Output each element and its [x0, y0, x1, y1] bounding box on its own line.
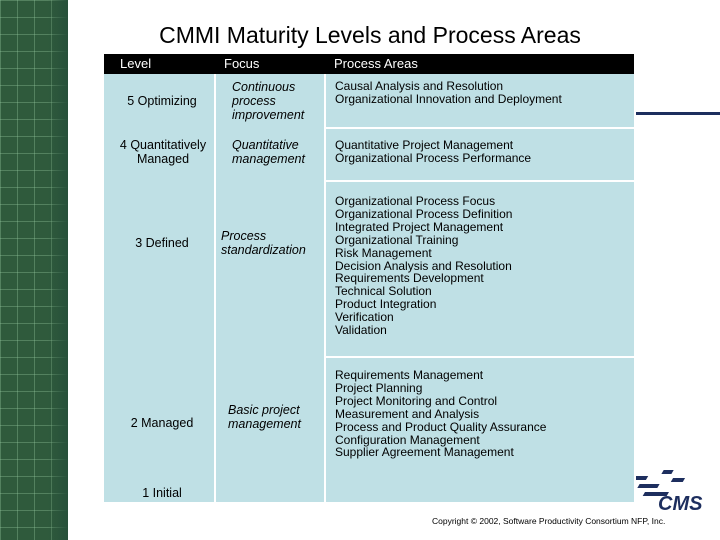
row-divider — [326, 180, 634, 182]
focus-2: Basic project management — [228, 403, 301, 431]
focus-5: Continuous process improvement — [232, 80, 305, 122]
cms-logo-icon — [636, 466, 720, 518]
decorative-grid-strip — [0, 0, 68, 540]
svg-text:CMS: CMS — [658, 493, 703, 515]
table-header — [104, 54, 634, 74]
header-process-areas: Process Areas — [334, 56, 418, 71]
focus-3: Process standardization — [221, 229, 306, 257]
areas-2: Requirements Management Project Planning Project Monitoring and Control Measurement and Analysis Process and Product Quality Assurance Configuration Management Supplier Agreement Management — [335, 368, 547, 460]
level-1: 1 Initial — [142, 486, 182, 500]
page-title: CMMI Maturity Levels and Process Areas — [159, 22, 581, 48]
level-2: 2 Managed — [130, 416, 194, 430]
level-3: 3 Defined — [135, 236, 189, 250]
row-divider — [326, 127, 634, 129]
row-divider — [326, 356, 634, 358]
areas-3: Organizational Process Focus Organizational Process Definition Integrated Project Management Organizational Training Risk Management Decision Analysis and Resolution Requirements Development Technical Solution Product Integration Verification Validation — [335, 194, 513, 338]
divider-line — [636, 112, 720, 115]
column-divider — [324, 74, 326, 502]
copyright-notice: Copyright © 2002, Software Productivity Consortium NFP, Inc. — [432, 516, 666, 526]
areas-4: Quantitative Project Management Organizational Process Performance — [335, 138, 532, 165]
areas-5: Causal Analysis and Resolution Organizational Innovation and Deployment — [335, 79, 562, 106]
level-5: 5 Optimizing — [127, 94, 197, 108]
level-4: 4 Quantitatively Managed — [119, 138, 207, 166]
header-focus: Focus — [224, 56, 260, 71]
focus-4: Quantitative management — [232, 138, 305, 166]
header-level: Level — [120, 56, 152, 71]
